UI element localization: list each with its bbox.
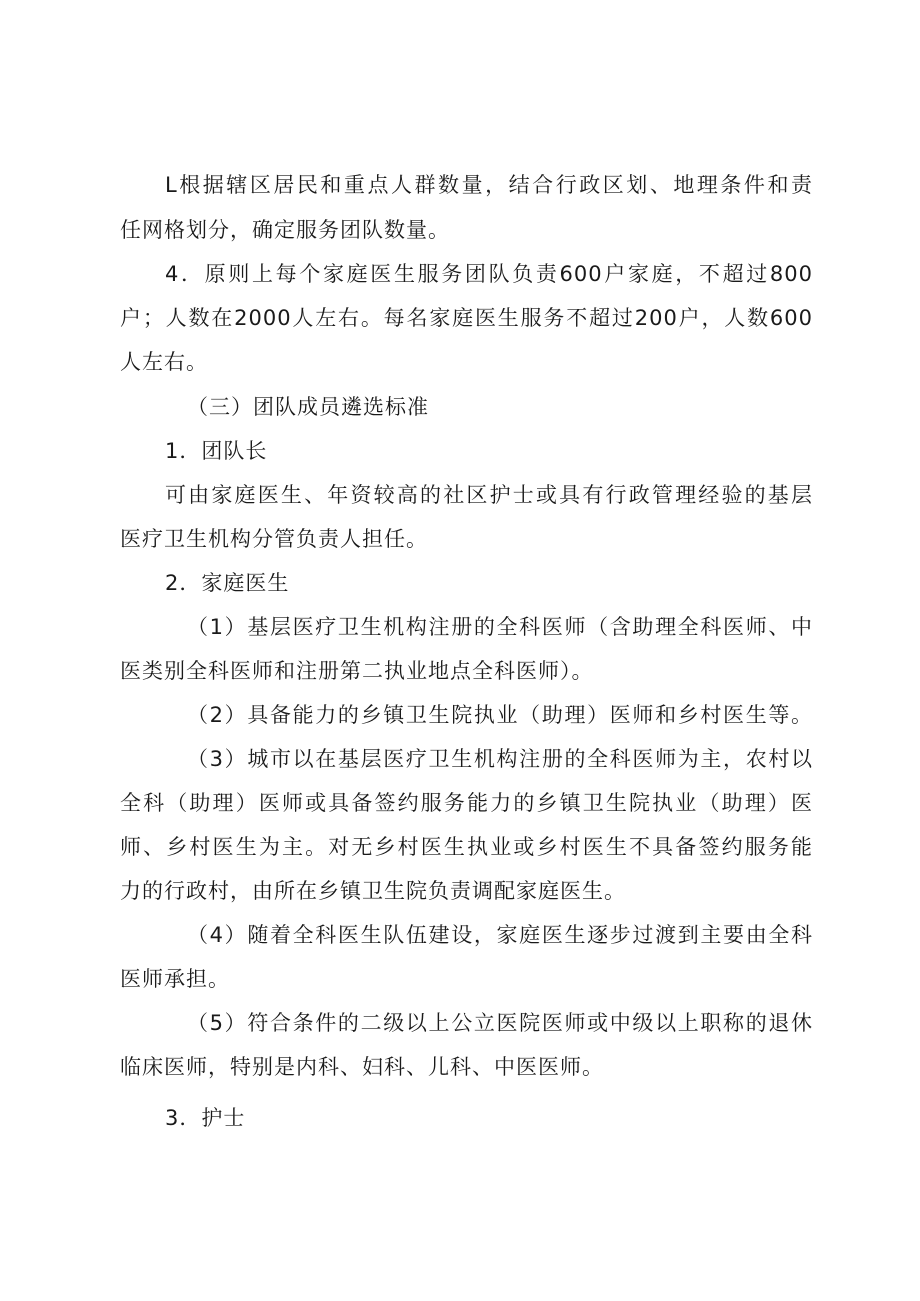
section-heading: （三）团队成员遴选标准 [187,395,429,419]
paragraph-line: 临床医师，特别是内科、妇科、儿科、中医医师。 [120,1055,604,1079]
paragraph-line: 任网格划分，确定服务团队数量。 [120,218,450,242]
paragraph-line: 可由家庭医生、年资较高的社区护士或具有行政管理经验的基层 [165,483,813,507]
paragraph-line: （1）基层医疗卫生机构注册的全科医师（含助理全科医师、中 [187,615,813,639]
paragraph-line: 人左右。 [120,350,208,374]
paragraph-line: 医师承担。 [120,967,230,991]
paragraph-line: L根据辖区居民和重点人群数量，结合行政区划、地理条件和责 [165,173,813,197]
subsection-heading: 3．护士 [165,1106,246,1130]
paragraph-line: 4．原则上每个家庭医生服务团队负责600户家庭，不超过800 [165,262,813,286]
paragraph-line: 户；人数在2000人左右。每名家庭医生服务不超过200户，人数600 [120,306,813,330]
paragraph-line: （2）具备能力的乡镇卫生院执业（助理）医师和乡村医生等。 [187,703,813,727]
paragraph-line: 全科（助理）医师或具备签约服务能力的乡镇卫生院执业（助理）医 [120,791,813,815]
paragraph-line: 医类别全科医师和注册第二执业地点全科医师）。 [120,659,594,683]
subsection-heading: 1．团队长 [165,439,268,463]
paragraph-line: （5）符合条件的二级以上公立医院医师或中级以上职称的退休 [187,1011,813,1035]
paragraph-line: 师、乡村医生为主。对无乡村医生执业或乡村医生不具备签约服务能 [120,835,813,859]
subsection-heading: 2．家庭医生 [165,571,290,595]
paragraph-line: 力的行政村，由所在乡镇卫生院负责调配家庭医生。 [120,879,626,903]
paragraph-line: （4）随着全科医生队伍建设，家庭医生逐步过渡到主要由全科 [187,923,813,947]
paragraph-line: 医疗卫生机构分管负责人担任。 [120,527,428,551]
paragraph-line: （3）城市以在基层医疗卫生机构注册的全科医师为主，农村以 [187,747,813,771]
